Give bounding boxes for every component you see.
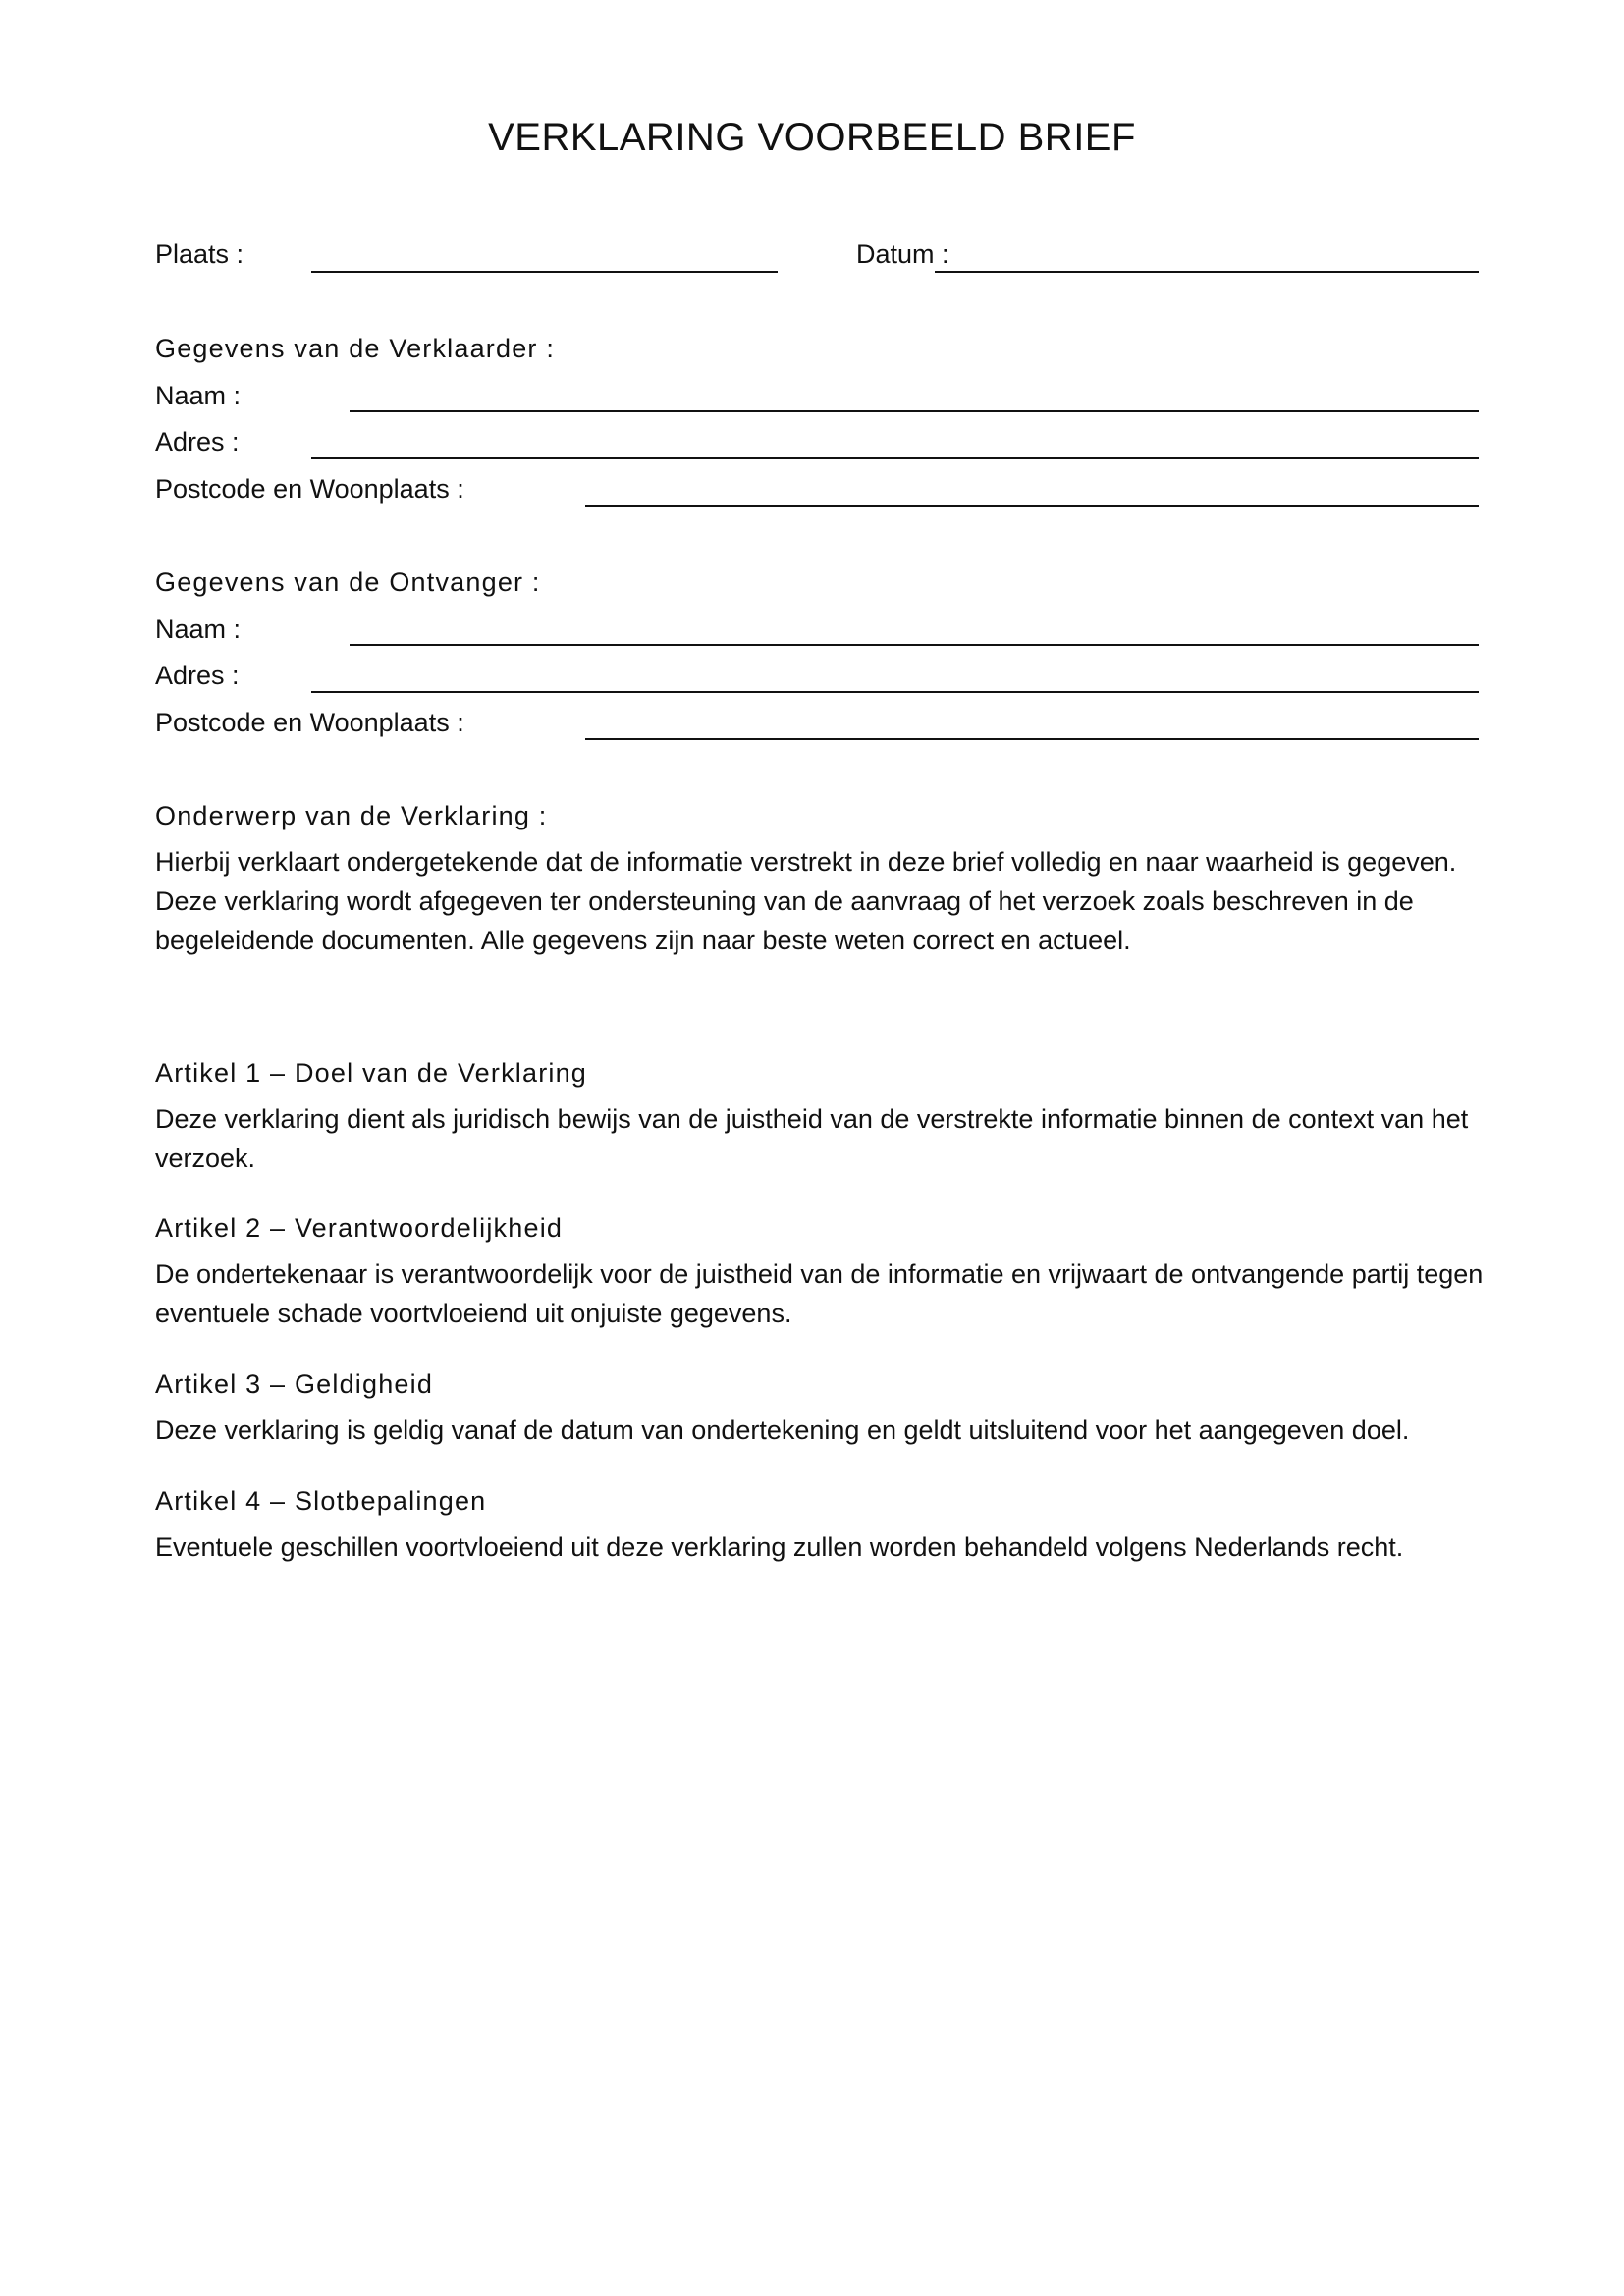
declarant-address-field[interactable] — [311, 457, 1479, 459]
article-3-text: Deze verklaring is geldig vanaf de datum van ondertekening en geldt uitsluitend voor het aangegeven doel. — [155, 1415, 1410, 1445]
declarant-postal-field[interactable] — [585, 505, 1479, 507]
article-2-heading: Artikel 2 – Verantwoordelijkheid — [155, 1213, 564, 1243]
document-title: VERKLARING VOORBEELD BRIEF — [488, 116, 1136, 159]
recipient-heading: Gegevens van de Ontvanger : — [155, 567, 541, 597]
declarant-address-label: Adres : — [155, 427, 240, 456]
article-4-text: Eventuele geschillen voortvloeiend uit deze verklaring zullen worden behandeld volgens Nederlands recht. — [155, 1532, 1404, 1562]
place-label: Plaats : — [155, 240, 244, 269]
article-4-heading: Artikel 4 – Slotbepalingen — [155, 1486, 487, 1516]
place-field[interactable] — [311, 271, 778, 273]
declarant-postal-label: Postcode en Woonplaats : — [155, 474, 464, 504]
recipient-address-field[interactable] — [311, 691, 1479, 693]
article-1-text: Deze verklaring dient als juridisch bewijs van de juistheid van de verstrekte informatie binnen de context van het verzoek. — [155, 1104, 1469, 1173]
subject-text: Hierbij verklaart ondergetekende dat de informatie verstrekt in deze brief volledig en naar waarheid is gegeven. Deze verklaring wordt afgegeven ter ondersteuning van de aanvraag of het verzoek zoals beschreven in de begeleidende documenten. Alle gegevens zijn naar beste weten correct en actueel. — [155, 847, 1457, 955]
recipient-name-label: Naam : — [155, 614, 242, 644]
article-1-heading: Artikel 1 – Doel van de Verklaring — [155, 1058, 588, 1088]
recipient-address-label: Adres : — [155, 661, 240, 690]
declarant-heading: Gegevens van de Verklaarder : — [155, 334, 556, 363]
recipient-postal-field[interactable] — [585, 738, 1479, 740]
declarant-name-field[interactable] — [350, 410, 1479, 412]
date-field[interactable] — [935, 271, 1479, 273]
recipient-name-field[interactable] — [350, 644, 1479, 646]
recipient-postal-label: Postcode en Woonplaats : — [155, 708, 464, 737]
declarant-name-label: Naam : — [155, 381, 242, 410]
article-3-heading: Artikel 3 – Geldigheid — [155, 1369, 434, 1399]
date-label: Datum : — [856, 240, 949, 269]
article-2-text: De ondertekenaar is verantwoordelijk voor de juistheid van de informatie en vrijwaart de ontvangende partij tegen eventuele schade voortvloeiend uit onjuiste gegevens. — [155, 1259, 1484, 1328]
subject-heading: Onderwerp van de Verklaring : — [155, 801, 548, 830]
